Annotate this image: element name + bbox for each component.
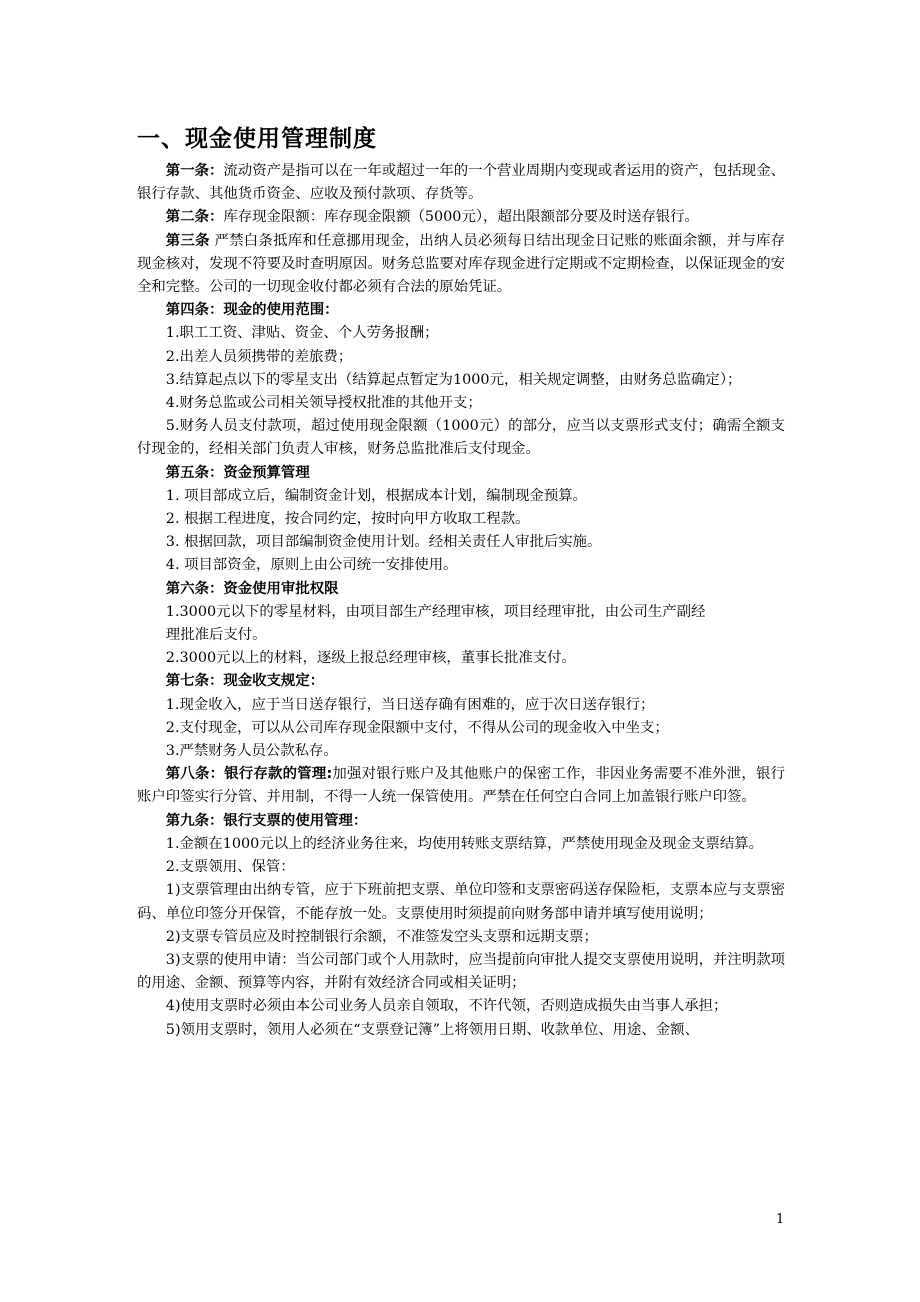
section-title: 一、现金使用管理制度	[137, 126, 377, 152]
article-9-heading: 第九条：银行支票的使用管理：	[165, 812, 368, 829]
article-2	[137, 206, 785, 229]
article-7-item: 3.严禁财务人员公款私存。	[165, 743, 338, 760]
article-4-item: 2.出差人员须携带的差旅费；	[165, 348, 353, 365]
article-6-heading: 第六条：资金使用审批权限	[165, 580, 339, 597]
article-9-subitem: 1)支票管理由出纳专管，应于下班前把支票、单位印签和支票密码送存保险柜，支票本应与支票密码、单位印签分开保管，不能存放一处。支票使用时须提前向财务部申请并填写使用说明；	[137, 882, 785, 922]
article-6-item-2: 2.3000元以上的材料，逐级上报总经理审核，董事长批准支付。	[165, 650, 576, 667]
article-7-item: 2.支付现金，可以从公司库存现金限额中支付，不得从公司的现金收入中坐支；	[165, 719, 669, 736]
article-4-item: 4.财务总监或公司相关领导授权批准的其他开支；	[165, 395, 482, 412]
article-7-heading: 第七条：现金收支规定：	[165, 673, 325, 690]
article-3-label: 第三条	[165, 232, 210, 249]
article-3-text: 严禁白条抵库和任意挪用现金，出纳人员必须每日结出现金日记账的账面余额，并与库存现金核对，发现不符要及时查明原因。财务总监要对库存现金进行定期或不定期检查，以保证现金的安全和完整。公司的一切现金收付都必须有合法的原始凭证。	[137, 232, 785, 296]
document-body	[137, 160, 785, 1042]
article-9-subitem: 5)领用支票时，领用人必须在“支票登记簿”上将领用日期、收款单位、用途、金额、	[165, 1021, 699, 1038]
article-7-item: 1.现金收入，应于当日送存银行，当日送存确有困难的，应于次日送存银行；	[165, 696, 655, 713]
article-9-subitem: 2)支票专管员应及时控制银行余额，不准签发空头支票和远期支票；	[165, 928, 598, 945]
article-1-label: 第一条：	[165, 163, 224, 179]
article-4-item: 5.财务人员支付款项，超过使用现金限额（1000元）的部分，应当以支票形式支付；确需全额支付现金的，经相关部门负责人审核，财务总监批准后支付现金。	[137, 418, 785, 458]
article-1	[137, 160, 785, 206]
article-9-item: 2.支票领用、保管：	[165, 859, 295, 876]
article-6-item-1: 1.3000元以下的零星材料，由项目部生产经理审核，项目经理审批，由公司生产副经	[165, 603, 706, 620]
article-9-subitem: 3)支票的使用申请：当公司部门或个人用款时，应当提前向审批人提交支票使用说明，并注明款项的用途、金额、预算等内容，并附有效经济合同或相关证明；	[137, 951, 785, 992]
article-2-label: 第二条：	[165, 209, 224, 226]
article-5-item: 1. 项目部成立后，编制资金计划，根据成本计划，编制现金预算。	[165, 487, 588, 504]
article-9-item: 1.金额在1000元以上的经济业务往来，均使用转账支票结算，严禁使用现金及现金支票结算。	[165, 835, 763, 852]
article-8-text: 加强对银行账户及其他账户的保密工作，非因业务需要不准外泄，银行账户印签实行分管、并用制，不得一人统一保管使用。严禁在任何空白合同上加盖银行账户印签。	[137, 766, 785, 806]
article-5-item: 3. 根据回款，项目部编制资金使用计划。经相关责任人审批后实施。	[165, 534, 602, 551]
article-8	[137, 763, 785, 809]
article-5-item: 4. 项目部资金，原则上由公司统一安排使用。	[165, 557, 458, 574]
article-8-label: 第八条：银行存款的管理:	[165, 766, 333, 783]
article-4-item: 3.结算起点以下的零星支出（结算起点暂定为1000元，相关规定调整，由财务总监确定）；	[165, 371, 742, 388]
article-3	[137, 230, 785, 300]
article-6-item-1-continued: 理批准后支付。	[165, 627, 267, 644]
article-4-heading: 第四条：现金的使用范围：	[165, 302, 339, 319]
article-4-item: 1.职工工资、津贴、资金、个人劳务报酬；	[165, 325, 439, 342]
page-number: 1	[776, 1212, 785, 1227]
article-1-text: 流动资产是指可以在一年或超过一年的一个营业周期内变现或者运用的资产，包括现金、银行存款、其他货币资金、应收及预付款项、存货等。	[137, 163, 785, 203]
article-9-subitem: 4)使用支票时必须由本公司业务人员亲自领取，不许代领，否则造成损失由当事人承担；	[165, 998, 728, 1015]
article-5-item: 2. 根据工程进度，按合同约定，按时向甲方收取工程款。	[165, 511, 530, 528]
article-2-text: 库存现金限额：库存现金限额（5000元），超出限额部分要及时送存银行。	[223, 209, 699, 226]
article-5-heading: 第五条：资金预算管理	[165, 464, 310, 481]
